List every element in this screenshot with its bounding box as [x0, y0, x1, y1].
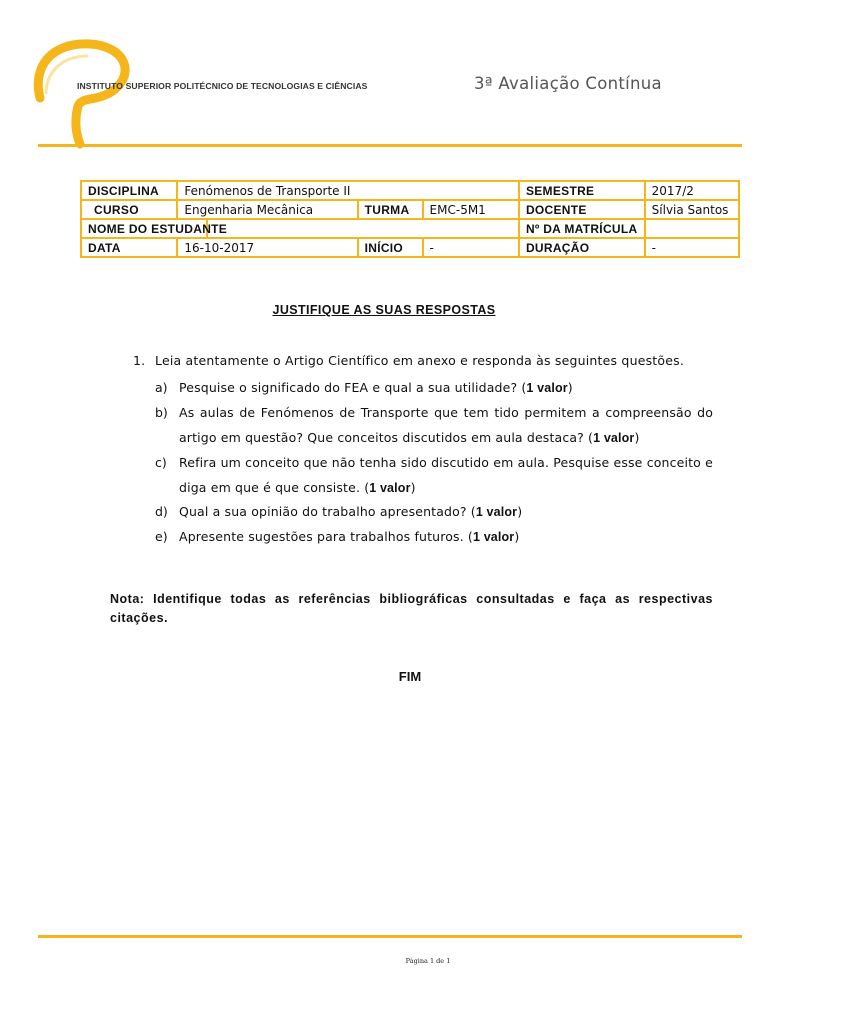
student-name-field[interactable] — [207, 219, 519, 238]
inicio-label: INÍCIO — [358, 238, 423, 257]
question-item — [155, 499, 713, 525]
table-row — [81, 238, 739, 257]
item-text: As aulas de Fenómenos de Transporte que tem tido permitem a compreensão do artigo em questão? Que conceitos discutidos em aula destaca? ( — [179, 405, 713, 445]
turma-label: TURMA — [358, 200, 423, 219]
exam-info-table — [80, 180, 740, 258]
item-close: ) — [634, 430, 640, 445]
question-item — [155, 400, 713, 451]
item-points: 1 valor — [526, 381, 568, 395]
duracao-label: DURAÇÃO — [519, 238, 645, 257]
item-text: Refira um conceito que não tenha sido discutido em aula. Pesquise esse conceito e diga em que é que consiste. ( — [179, 455, 713, 495]
item-close: ) — [567, 380, 573, 395]
item-letter: e) — [155, 529, 168, 544]
item-points: 1 valor — [593, 431, 635, 445]
duracao-value: - — [645, 238, 739, 257]
institution-name: INSTITUTO SUPERIOR POLITÉCNICO DE TECNOLOGIAS E CIÊNCIAS — [77, 81, 368, 91]
item-close: ) — [514, 529, 520, 544]
item-text: Qual a sua opinião do trabalho apresentado? ( — [179, 504, 476, 519]
institution-logo — [32, 36, 452, 146]
question-1 — [133, 353, 684, 368]
item-points: 1 valor — [369, 481, 411, 495]
item-letter: d) — [155, 504, 168, 519]
semestre-label: SEMESTRE — [519, 181, 645, 200]
item-text: Apresente sugestões para trabalhos futuros. ( — [179, 529, 473, 544]
end-marker: FIM — [398, 669, 422, 684]
item-close: ) — [517, 504, 523, 519]
footer-divider — [38, 935, 742, 938]
header-divider — [38, 144, 742, 147]
table-row — [81, 181, 739, 200]
item-points: 1 valor — [472, 530, 515, 544]
instructions-heading: JUSTIFIQUE AS SUAS RESPOSTAS — [272, 303, 496, 317]
turma-value: EMC-5M1 — [423, 200, 519, 219]
disciplina-label: DISCIPLINA — [81, 181, 177, 200]
document-title: 3ª Avaliação Contínua — [474, 74, 662, 93]
table-row — [81, 219, 739, 238]
docente-label: DOCENTE — [519, 200, 645, 219]
question-item — [155, 524, 713, 550]
question-text: Leia atentamente o Artigo Científico em anexo e responda às seguintes questões. — [155, 353, 685, 368]
item-letter: b) — [155, 405, 168, 420]
matricula-field[interactable] — [645, 219, 739, 238]
disciplina-value: Fenómenos de Transporte II — [177, 181, 519, 200]
question-item — [155, 375, 713, 401]
page-number: Página 1 de 1 — [405, 957, 451, 965]
matricula-label: Nº DA MATRÍCULA — [519, 219, 645, 238]
curso-label: CURSO — [81, 200, 177, 219]
data-value: 16-10-2017 — [177, 238, 357, 257]
item-letter: c) — [155, 455, 167, 470]
question-number: 1. — [133, 353, 146, 368]
logo-swoosh-icon — [32, 36, 452, 146]
note-label: Nota — [110, 592, 140, 606]
question-item — [155, 450, 713, 501]
item-points: 1 valor — [475, 505, 518, 519]
item-text: Pesquise o significado do FEA e qual a sua utilidade? ( — [179, 380, 527, 395]
item-close: ) — [410, 480, 416, 495]
inicio-value: - — [423, 238, 519, 257]
note-text: : Identifique todas as referências bibliográficas consultadas e faça as respectivas citações. — [110, 592, 713, 625]
curso-value: Engenharia Mecânica — [177, 200, 357, 219]
docente-value: Sílvia Santos — [645, 200, 739, 219]
table-row — [81, 200, 739, 219]
note — [110, 590, 713, 628]
student-name-label: NOME DO ESTUDANTE — [81, 219, 207, 238]
semestre-value: 2017/2 — [645, 181, 739, 200]
data-label: DATA — [81, 238, 177, 257]
item-letter: a) — [155, 380, 168, 395]
